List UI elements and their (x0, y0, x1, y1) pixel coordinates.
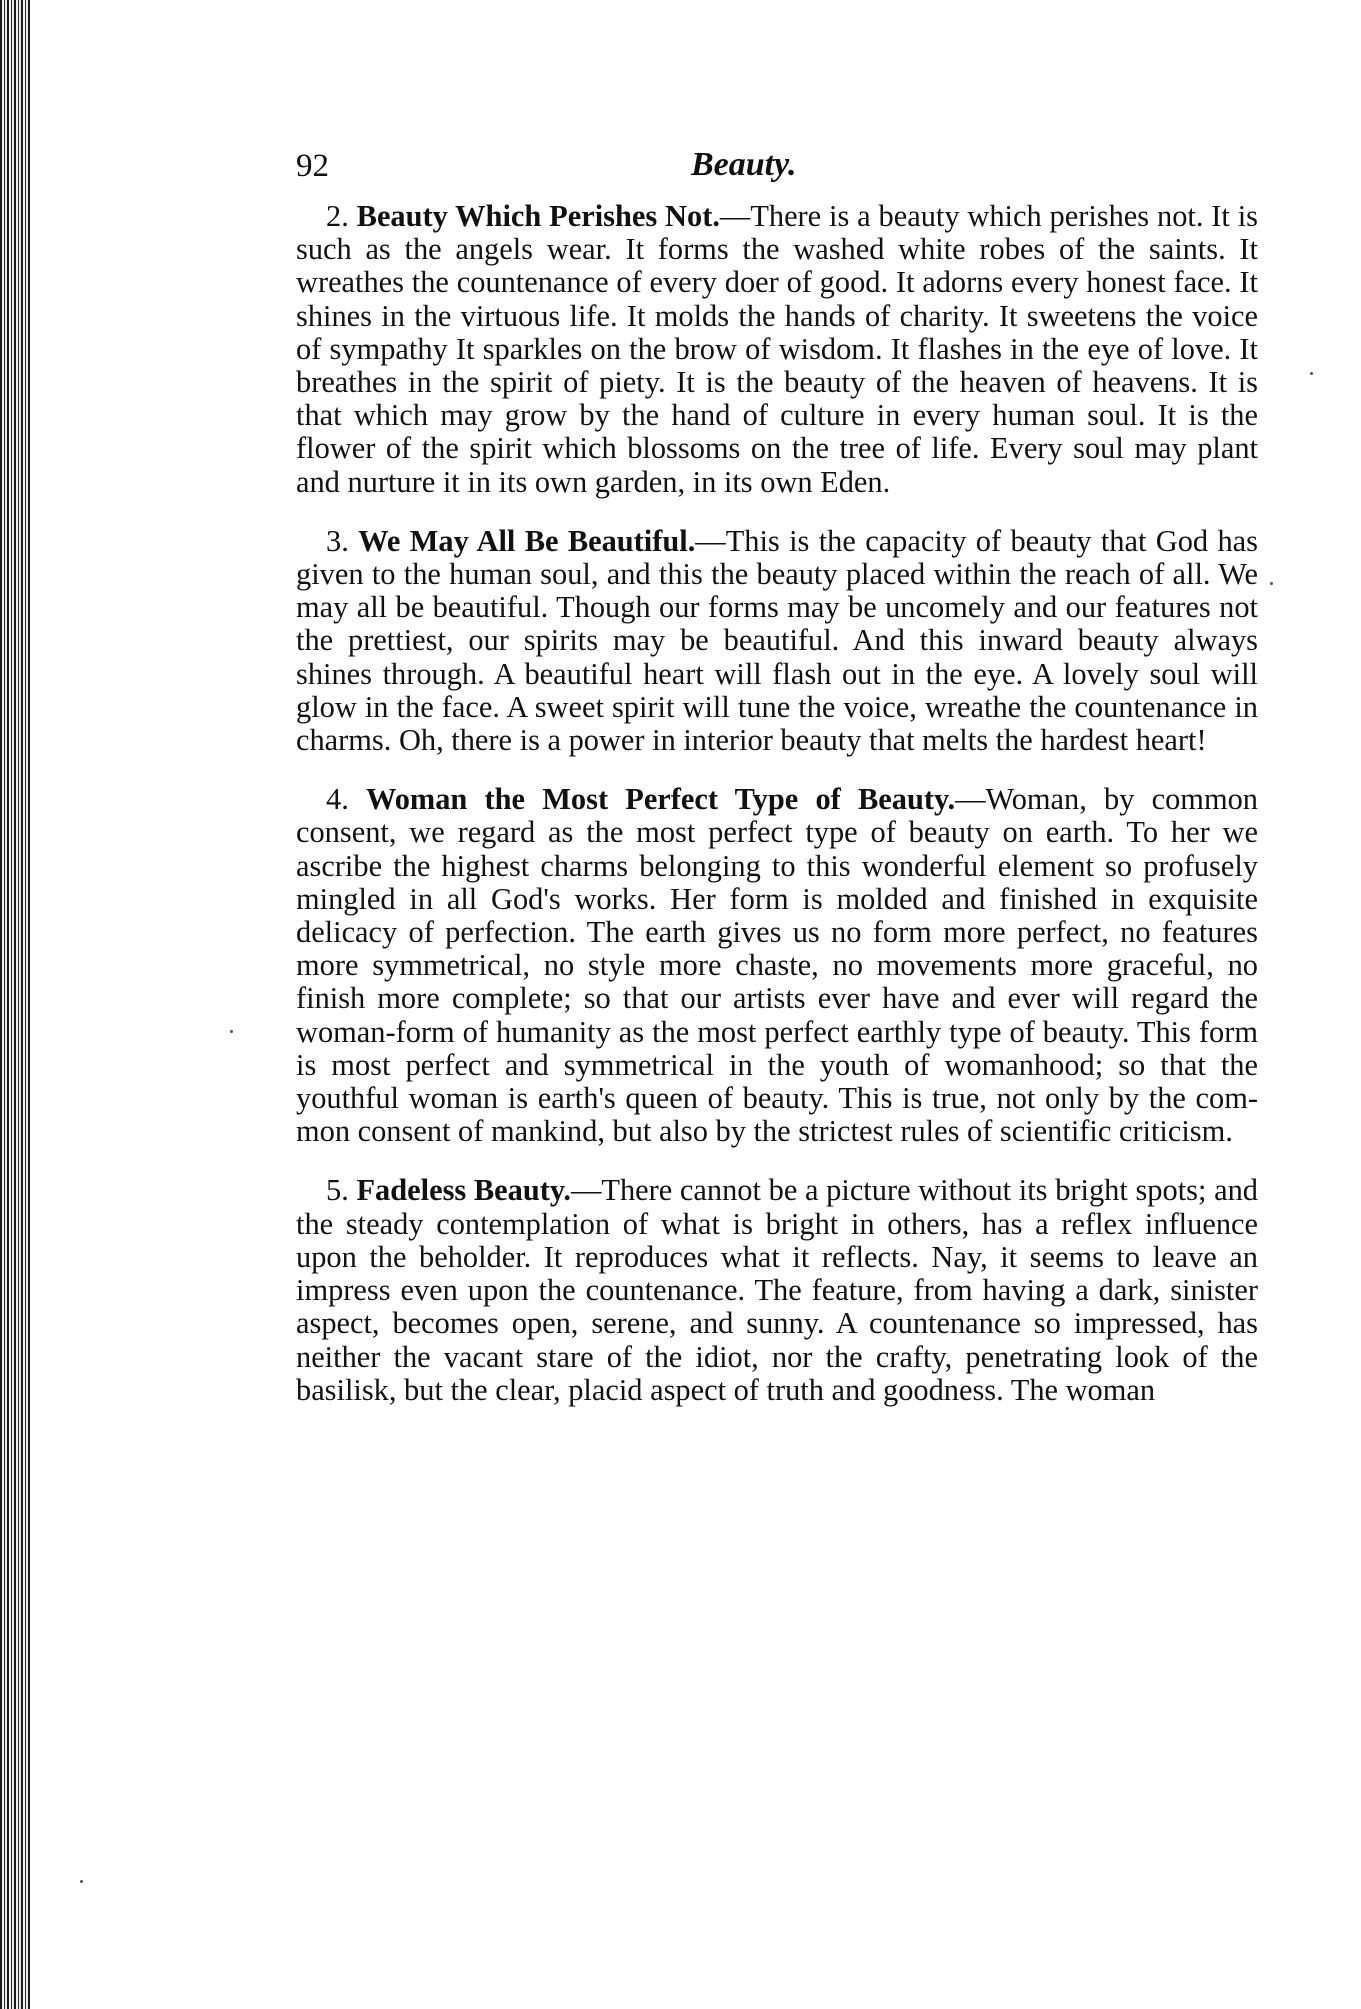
section-number: 2. (326, 199, 349, 233)
section-heading: Fadeless Beauty. (356, 1173, 571, 1208)
paper-speck (80, 1880, 83, 1883)
running-title: Beauty. (691, 146, 797, 183)
page-number: 92 (296, 148, 329, 184)
section-2 (296, 200, 1258, 499)
page-header (296, 140, 1258, 200)
section-heading: Beauty Which Perishes Not. (356, 199, 720, 233)
book-page (296, 140, 1258, 1433)
section-number: 5. (326, 1173, 349, 1208)
section-body: —This is the capacity of beauty that God has given to the human soul, and this the beauty placed within the reach of all. We may all be beautiful. Though our forms may be uncomely and our features not the prettiest, our spirits may be beautiful. And this inward beauty always shines through. A beautiful heart will flash out in the eye. A lovely soul will glow in the face. A sweet spirit will tune the voice, wreathe the countenance in charms. Oh, there is a power in interior beauty that melts the hardest heart! (296, 523, 1258, 758)
paper-speck (230, 1030, 233, 1033)
section-body: —There cannot be a picture without its bright spots; and the steady contemplation of what is bright in others, has a reflex influence upon the beholder. It reproduces what it reflects. Nay, it seems to leave an impress even upon the countenance. The feature, from having a dark, sinister aspect, becomes open, serene, and sunny. A countenance so impressed, has neither the vacant stare of the idiot, nor the crafty, penetrating look of the basilisk, but the clear, placid aspect of truth and goodness. The woman (296, 1173, 1258, 1407)
section-body: —There is a beauty which perishes not. It is such as the angels wear. It forms the washed white robes of the saints. It wreathes the countenance of every doer of good. It adorns every honest face. It shines in the virtuous life. It molds the hands of charity. It sweetens the voice of sympathy It sparkles on the brow of wisdom. It flashes in the eye of love. It breathes in the spirit of piety. It is the beauty of the heaven of heavens. It is that which may grow by the hand of culture in every human soul. It is the flower of the spirit which blossoms on the tree of life. Every soul may plant and nurture it in its own garden, in its own Eden. (296, 199, 1258, 499)
paper-speck (1270, 582, 1273, 585)
section-heading: Woman the Most Perfect Type of Beauty. (366, 782, 956, 817)
section-heading: We May All Be Beautiful. (358, 523, 696, 558)
section-5 (296, 1174, 1258, 1406)
section-4 (296, 783, 1258, 1148)
section-body: —Woman, by common consent, we regard as the most perfect type of beauty on earth. To her we ascribe the highest charms belonging to this wonderful element so profusely mingled in all God's works. Her form is molded and finished in exquisite delicacy of perfection. The earth gives us no form more perfect, no features more symmetrical, no style more chaste, no movements more graceful, no finish more complete; so that our artists ever have and ever will regard the woman-form of humanity as the most perfect earthly type of beauty. This form is most perfect and symmetrical in the youth of womanhood; so that the youthful woman is earth's queen of beauty. This is true, not only by the common consent of mankind, but also by the strictest rules of scientific criticism. (296, 782, 1258, 1149)
section-3 (296, 525, 1258, 757)
book-binding-edge (0, 0, 30, 2009)
section-number: 4. (326, 782, 349, 817)
section-number: 3. (326, 523, 349, 558)
paper-speck (1310, 372, 1313, 375)
